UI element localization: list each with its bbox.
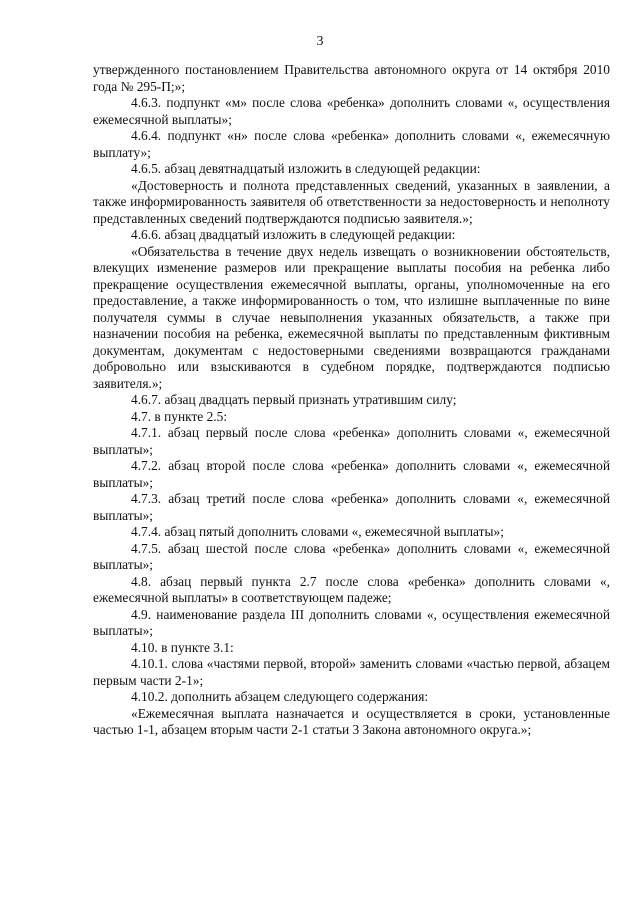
- paragraph-4-7-3: 4.7.3. абзац третий после слова «ребенка» дополнить словами «, ежемесячной выплаты»;: [93, 491, 610, 523]
- paragraph-4-7: 4.7. в пункте 2.5:: [131, 408, 228, 424]
- paragraph-4-6-4: 4.6.4. подпункт «н» после слова «ребенка» дополнить словами «, ежемесячную выплату»;: [93, 128, 610, 160]
- document-body: [93, 62, 610, 739]
- paragraph-4-7-4: 4.7.4. абзац пятый дополнить словами «, ежемесячной выплаты»;: [131, 524, 504, 539]
- page-number: 3: [316, 34, 324, 49]
- paragraph-4-8: 4.8. абзац первый пункта 2.7 после слова «ребенка» дополнить словами «, ежемесячной выплаты» в соответствующем падеже;: [93, 573, 610, 605]
- paragraph-4-10: 4.10. в пункте 3.1:: [131, 639, 234, 655]
- paragraph-4-9: 4.9. наименование раздела III дополнить словами «, осуществления ежемесячной выплаты»;: [93, 606, 610, 638]
- paragraph-quote-3: «Ежемесячная выплата назначается и осуществляется в сроки, установленные частью 1-1, абзацем вторым части 2-1 статьи 3 Закона автономного округа.»;: [93, 705, 610, 737]
- paragraph-quote-1: «Достоверность и полнота представленных сведений, указанных в заявлении, а также информированность заявителя об ответственности за недостоверность и неполноту представленных сведений подтверждаются подписью заявителя.»;: [93, 177, 610, 226]
- paragraph-4-7-5: 4.7.5. абзац шестой после слова «ребенка» дополнить словами «, ежемесячной выплаты»;: [93, 540, 610, 572]
- paragraph-4-6-6: 4.6.6. абзац двадцатый изложить в следующей редакции:: [131, 227, 456, 242]
- paragraph-intro: утвержденного постановлением Правительства автономного округа от 14 октября 2010 года № 295-П;»;: [93, 62, 610, 94]
- paragraph-4-6-3: 4.6.3. подпункт «м» после слова «ребенка» дополнить словами «, осуществления ежемесячной выплаты»;: [93, 95, 610, 127]
- paragraph-4-10-1: 4.10.1. слова «частями первой, второй» заменить словами «частью первой, абзацем первым части 2-1»;: [93, 656, 610, 688]
- paragraph-4-7-2: 4.7.2. абзац второй после слова «ребенка» дополнить словами «, ежемесячной выплаты»;: [93, 458, 610, 490]
- paragraph-4-6-5: 4.6.5. абзац девятнадцатый изложить в следующей редакции:: [131, 161, 481, 176]
- paragraph-4-10-2: 4.10.2. дополнить абзацем следующего содержания:: [131, 689, 429, 704]
- paragraph-4-7-1: 4.7.1. абзац первый после слова «ребенка» дополнить словами «, ежемесячной выплаты»;: [93, 425, 610, 457]
- paragraph-quote-2: «Обязательства в течение двух недель извещать о возникновении обстоятельств, влекущих изменение размеров или прекращение выплаты пособия на ребенка либо прекращение осуществления ежемесячной выплаты, органы, уполномоченные на его предоставление, а также информированность о том, что излишне выплаченные по вине получателя суммы в случае невыполнения указанных обязательств, а также при назначении пособия на ребенка, ежемесячной выплаты по представленным фиктивным документам, документам с недостоверными сведениями возвращаются гражданами добровольно или взыскиваются в судебном порядке, подтверждаются подписью заявителя.»;: [93, 243, 610, 391]
- paragraph-4-6-7: 4.6.7. абзац двадцать первый признать утратившим силу;: [131, 392, 457, 407]
